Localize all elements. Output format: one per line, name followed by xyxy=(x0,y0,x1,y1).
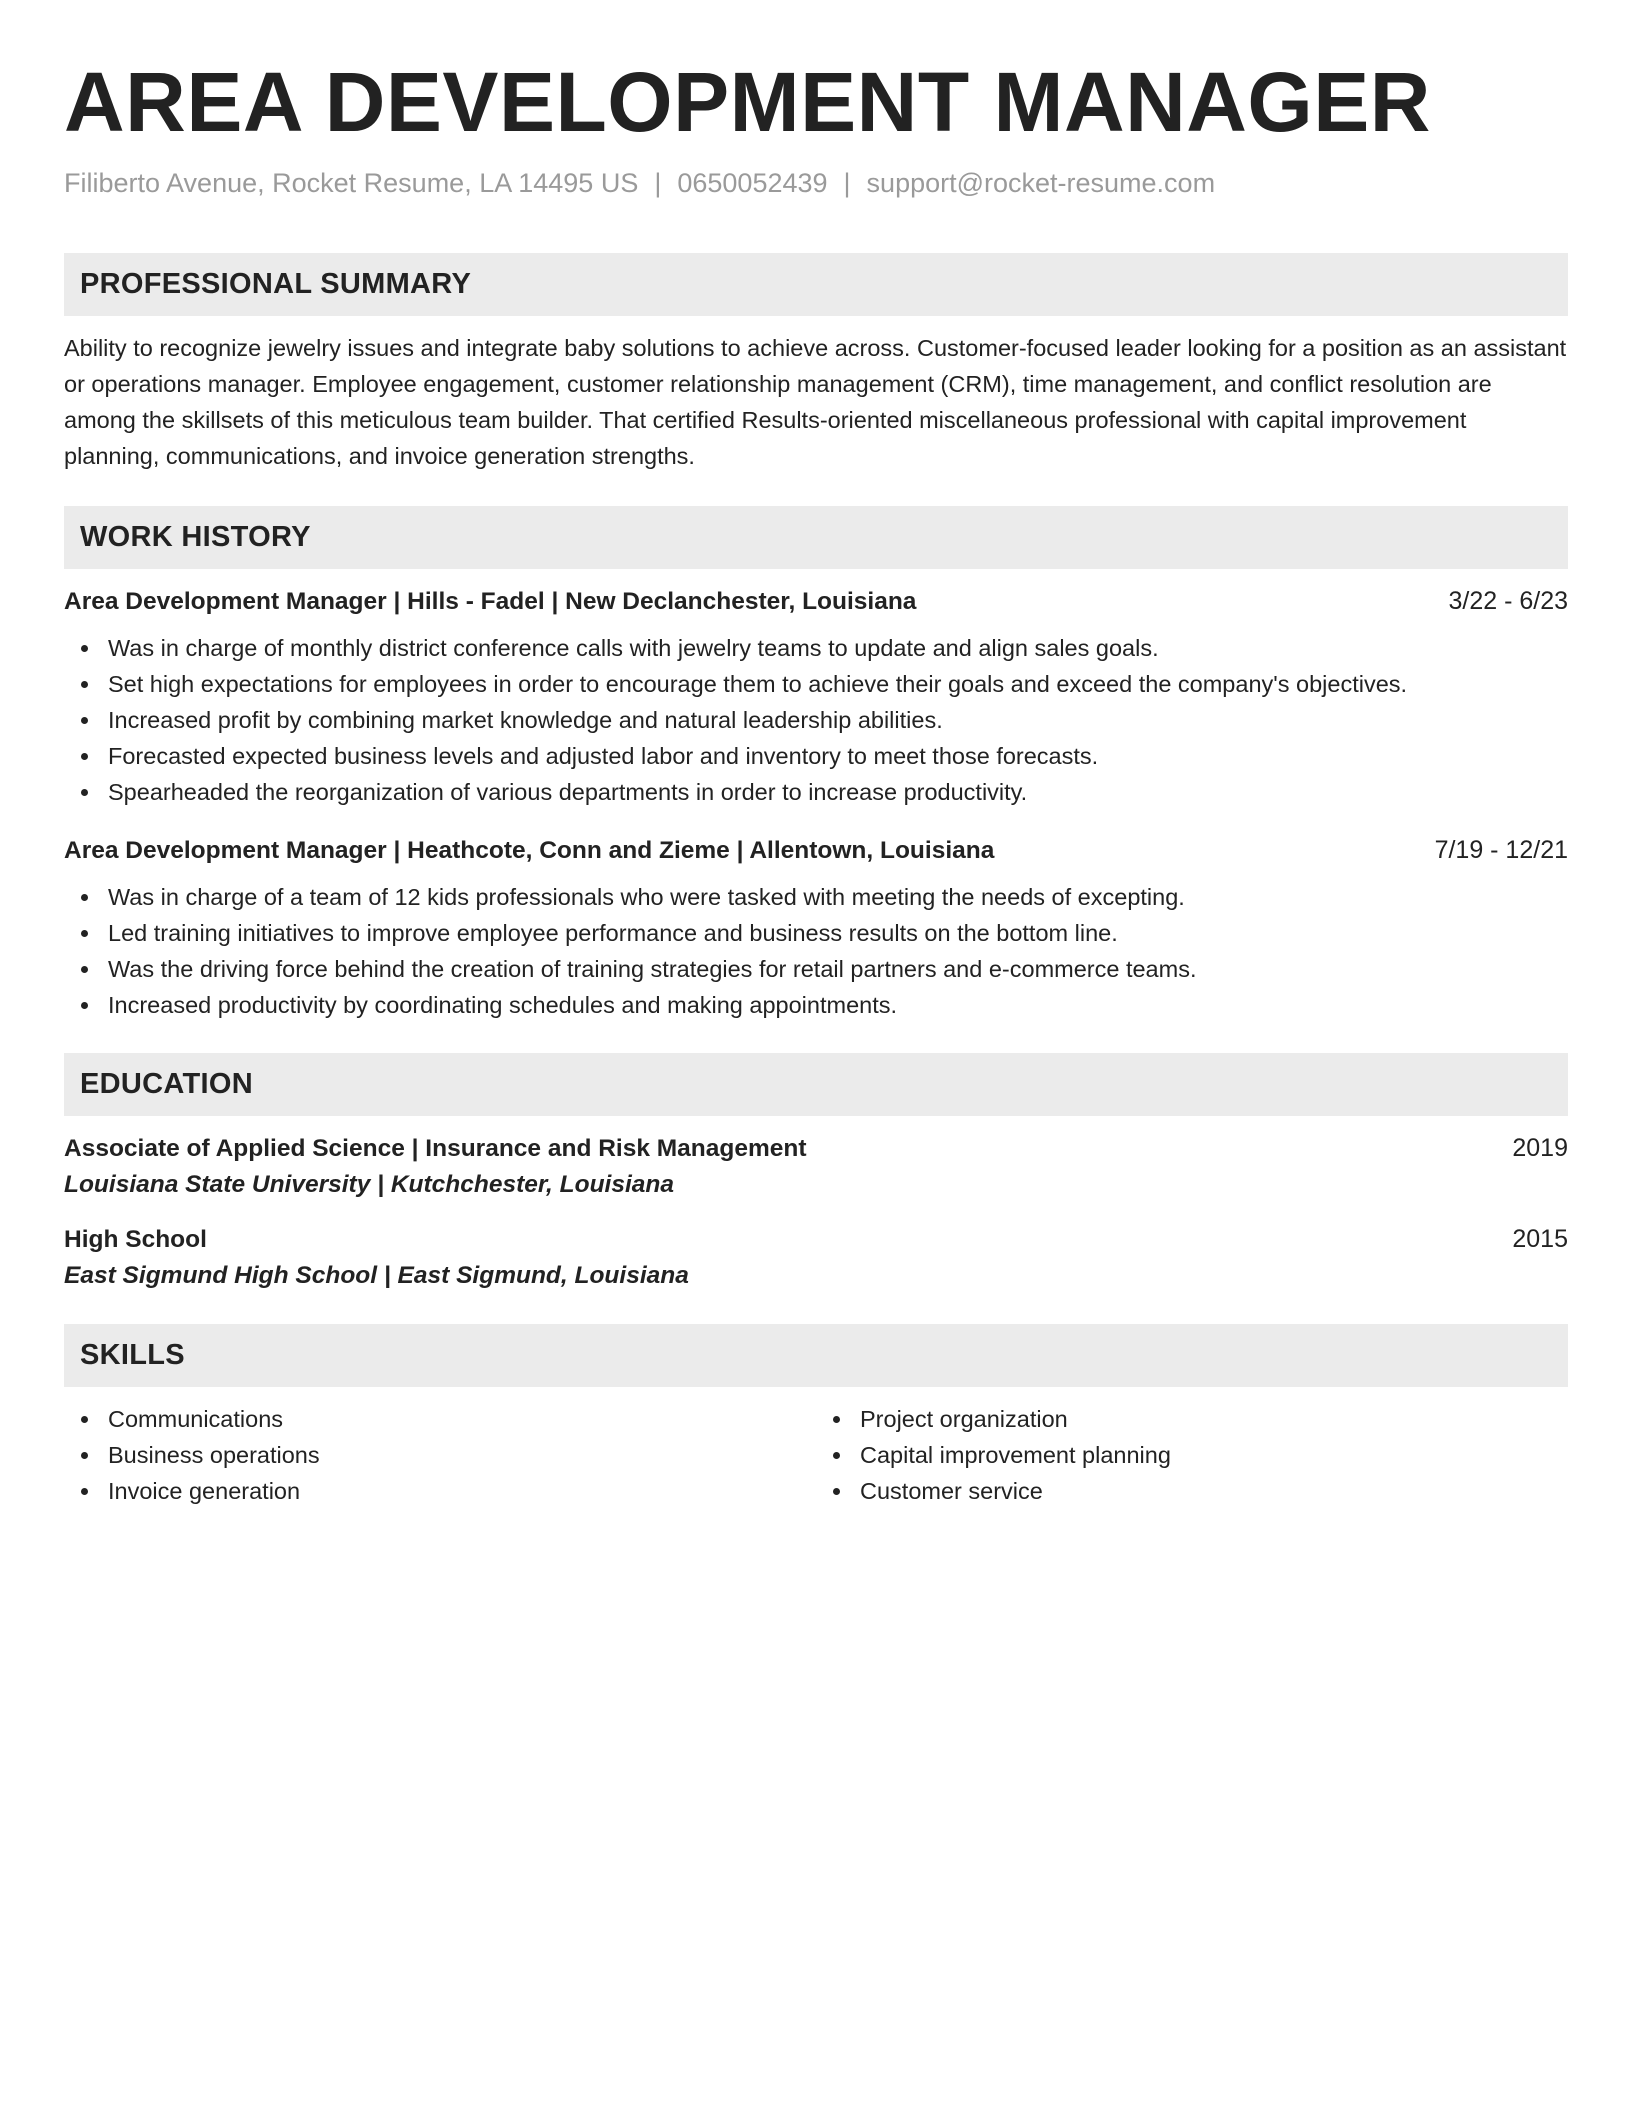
education-year: 2019 xyxy=(1512,1134,1568,1163)
skill-item: Customer service xyxy=(860,1473,1568,1509)
skill-item: Communications xyxy=(108,1401,816,1437)
section-header-skills: SKILLS xyxy=(64,1324,1568,1387)
job-bullet: Spearheaded the reorganization of various departments in order to increase productivity. xyxy=(108,774,1568,810)
education-year: 2015 xyxy=(1512,1225,1568,1254)
job-bullet: Was the driving force behind the creation of training strategies for retail partners and e-commerce teams. xyxy=(108,951,1568,987)
job-entry xyxy=(64,587,1568,810)
job-bullet: Forecasted expected business levels and adjusted labor and inventory to meet those forecasts. xyxy=(108,738,1568,774)
job-entry xyxy=(64,836,1568,1023)
contact-line xyxy=(64,166,1568,201)
job-dates: 7/19 - 12/21 xyxy=(1434,836,1568,865)
job-bullet: Was in charge of monthly district conference calls with jewelry teams to update and align sales goals. xyxy=(108,630,1568,666)
job-bullet: Increased profit by combining market knowledge and natural leadership abilities. xyxy=(108,702,1568,738)
skill-item: Capital improvement planning xyxy=(860,1437,1568,1473)
resume-title: AREA DEVELOPMENT MANAGER xyxy=(64,55,1431,149)
job-bullets xyxy=(64,879,1568,1023)
section-header-work-history: WORK HISTORY xyxy=(64,506,1568,569)
job-title: Area Development Manager | Hills - Fadel | New Declanchester, Louisiana xyxy=(64,588,917,616)
job-bullet: Increased productivity by coordinating schedules and making appointments. xyxy=(108,987,1568,1023)
job-dates: 3/22 - 6/23 xyxy=(1448,587,1568,616)
education-school: Louisiana State University | Kutchchester, Louisiana xyxy=(64,1171,674,1199)
section-header-education: EDUCATION xyxy=(64,1053,1568,1116)
summary-text: Ability to recognize jewelry issues and integrate baby solutions to achieve across. Customer-focused leader looking for a position as an assistant or operations manager. Employee engagement, customer relationship management (CRM), time management, and conflict resolution are among the skillsets of this meticulous team builder. That certified Results-oriented miscellaneous professional with capital improvement planning, communications, and invoice generation strengths. xyxy=(64,335,1567,470)
education-degree: Associate of Applied Science | Insurance and Risk Management xyxy=(64,1135,807,1163)
skills-list xyxy=(816,1401,1568,1509)
contact-separator: | xyxy=(843,168,851,199)
contact-phone: 0650052439 xyxy=(677,168,828,199)
section-header-summary: PROFESSIONAL SUMMARY xyxy=(64,253,1568,316)
skill-item: Project organization xyxy=(860,1401,1568,1437)
education-entry xyxy=(64,1225,1568,1290)
job-bullet: Was in charge of a team of 12 kids professionals who were tasked with meeting the needs of excepting. xyxy=(108,879,1568,915)
skill-item: Business operations xyxy=(108,1437,816,1473)
skills-column-left xyxy=(64,1401,816,1509)
job-bullet: Led training initiatives to improve employee performance and business results on the bottom line. xyxy=(108,915,1568,951)
job-title: Area Development Manager | Heathcote, Conn and Zieme | Allentown, Louisiana xyxy=(64,837,995,865)
education-school: East Sigmund High School | East Sigmund, Louisiana xyxy=(64,1262,689,1290)
education-degree: High School xyxy=(64,1226,207,1254)
contact-email: support@rocket-resume.com xyxy=(866,168,1216,199)
skill-item: Invoice generation xyxy=(108,1473,816,1509)
job-bullets xyxy=(64,630,1568,810)
job-bullet: Set high expectations for employees in order to encourage them to achieve their goals and exceed the company's objectives. xyxy=(108,666,1568,702)
skills-column-right xyxy=(816,1401,1568,1509)
contact-address: Filiberto Avenue, Rocket Resume, LA 14495 US xyxy=(64,168,639,199)
skills-list xyxy=(64,1401,816,1509)
education-entry xyxy=(64,1134,1568,1199)
contact-separator: | xyxy=(654,168,662,199)
skills-grid xyxy=(64,1401,1568,1509)
